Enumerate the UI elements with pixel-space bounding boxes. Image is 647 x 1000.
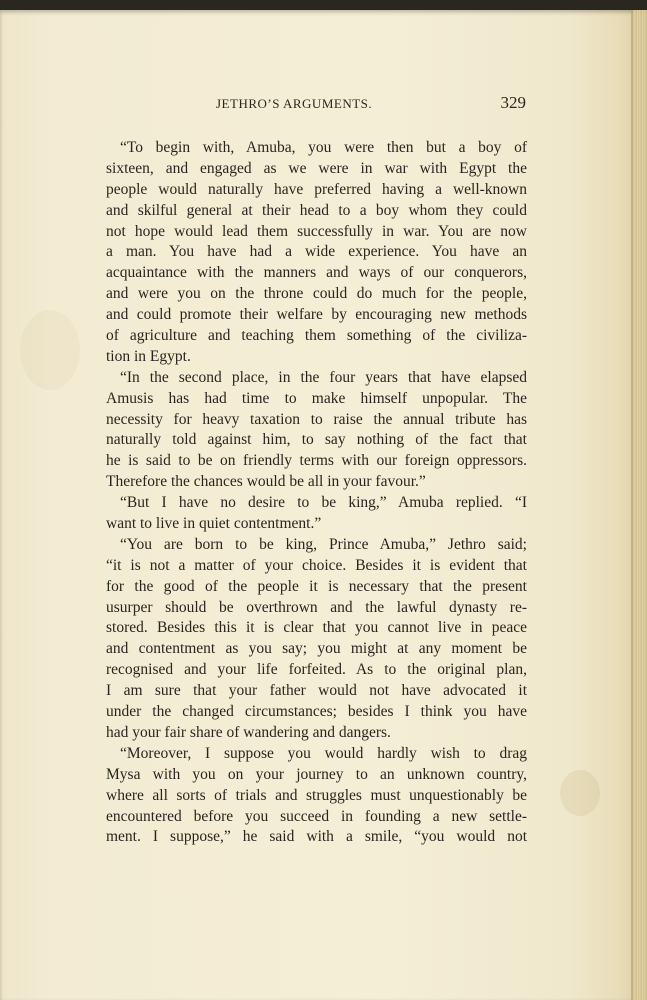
text-line: “Moreover, I suppose you would hardly wish to drag: [120, 744, 527, 762]
text-line: and skilful general at their head to a boy whom they could: [106, 201, 527, 219]
text-line: “it is not a matter of your choice. Besides it is evident that: [106, 556, 527, 574]
text-line: sixteen, and engaged as we were in war with Egypt the: [106, 159, 527, 177]
text-line: recognised and your life forfeited. As to the original plan,: [106, 661, 527, 679]
text-line: want to live in quiet contentment.”: [106, 515, 322, 533]
page-edge: [633, 10, 647, 1000]
page-number: 329: [500, 93, 526, 112]
paper-stain: [20, 310, 80, 390]
text-line: and contentment as you say; you might at any moment be: [106, 640, 527, 658]
text-line: “To begin with, Amuba, you were then but a boy of: [120, 139, 527, 156]
text-line: where all sorts of trials and struggles must unquestionably be: [106, 786, 527, 804]
text-line: not hope would lead them successfully in war. You are now: [106, 222, 527, 240]
text-line: “You are born to be king, Prince Amuba,” Jethro said;: [120, 535, 527, 553]
text-line: naturally told against him, to say nothing of the fact that: [106, 431, 527, 449]
text-line: acquaintance with the manners and ways of our conquerors,: [106, 264, 527, 282]
text-line: under the changed circumstances; besides I think you have: [106, 703, 527, 721]
text-line: people would naturally have preferred having a well-known: [106, 180, 527, 198]
text-line: tion in Egypt.: [106, 347, 191, 365]
body-text: [106, 138, 527, 848]
book-page: [0, 10, 647, 1000]
text-line: Mysa with you on your journey to an unknown country,: [106, 765, 527, 783]
paper-stain: [560, 770, 600, 816]
text-line: Amusis has had time to make himself unpopular. The: [106, 389, 527, 407]
text-line: ment. I suppose,” he said with a smile, “you would not: [106, 828, 527, 846]
running-head: JETHRO’S ARGUMENTS.: [216, 96, 373, 111]
text-line: and could promote their welfare by encouraging new methods: [106, 306, 527, 324]
text-line: had your fair share of wandering and dangers.: [106, 723, 391, 741]
text-line: stored. Besides this it is clear that you cannot live in peace: [106, 619, 527, 637]
text-line: a man. You have had a wide experience. You have an: [106, 243, 527, 261]
text-line: Therefore the chances would be all in your favour.”: [106, 473, 426, 491]
text-line: usurper should be overthrown and the lawful dynasty re-: [106, 598, 527, 616]
text-line: “In the second place, in the four years that have elapsed: [120, 368, 527, 386]
text-line: “But I have no desire to be king,” Amuba replied. “I: [120, 494, 527, 512]
text-line: of agriculture and teaching them something of the civiliza-: [106, 327, 527, 345]
text-line: for the good of the people it is necessary that the present: [106, 577, 527, 595]
text-line: he is said to be on friendly terms with our foreign oppressors.: [106, 452, 527, 470]
page-header: [106, 93, 526, 118]
text-line: necessity for heavy taxation to raise the annual tribute has: [106, 410, 527, 428]
text-line: and were you on the throne could do much for the people,: [106, 285, 527, 303]
text-line: encountered before you succeed in founding a new settle-: [106, 807, 527, 825]
text-line: I am sure that your father would not have advocated it: [106, 682, 527, 700]
